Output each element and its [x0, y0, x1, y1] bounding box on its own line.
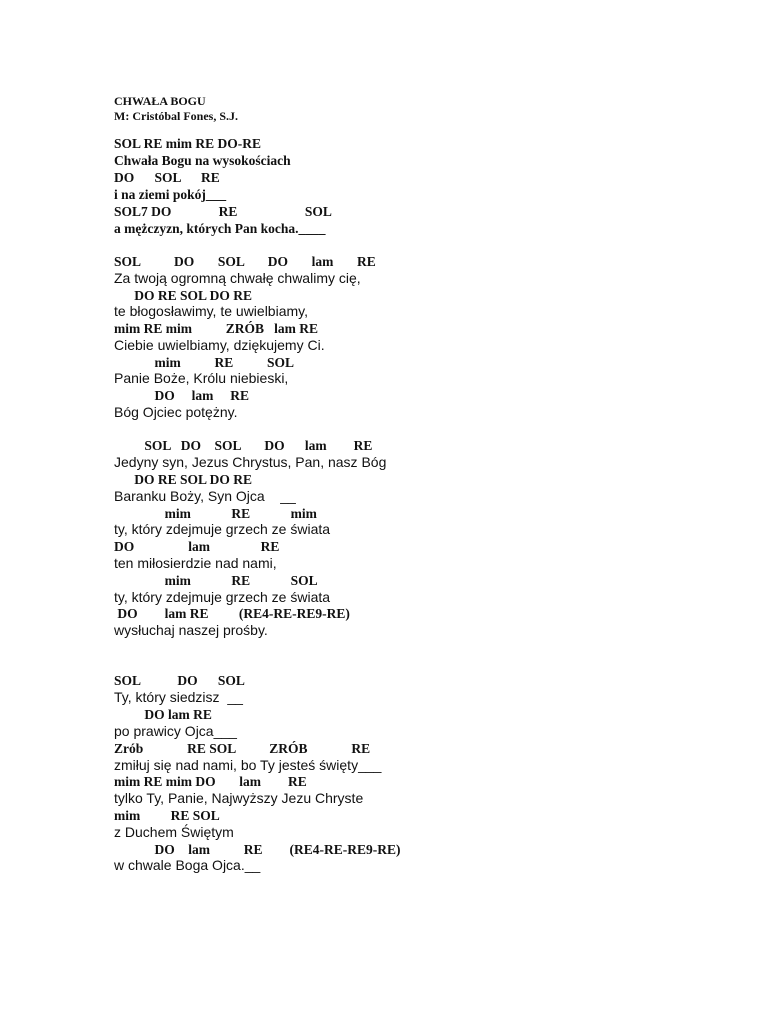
lyric-line: z Duchem Świętym: [114, 824, 234, 840]
lyric-line: Chwała Bogu na wysokościach: [114, 153, 291, 168]
lyric-line: ty, który zdejmuje grzech ze świata: [114, 521, 331, 537]
lyric-line: ty, który zdejmuje grzech ze świata: [114, 589, 331, 605]
lyric-line: Ty, który siedzisz __: [114, 689, 243, 705]
chord-line: mim RE mim: [114, 506, 317, 521]
chord-line: SOL7 DO RE SOL: [114, 204, 332, 219]
lyric-line: Za twoją ogromną chwałę chwalimy cię,: [114, 270, 361, 286]
lyric-line: po prawicy Ojca___: [114, 723, 237, 739]
chord-line: DO lam RE: [114, 388, 249, 403]
lyric-line: Bóg Ojciec potężny.: [114, 404, 238, 420]
lyric-line: Baranku Boży, Syn Ojca __: [114, 488, 296, 504]
chord-line: DO SOL RE: [114, 170, 220, 185]
chord-line: mim RE SOL: [114, 573, 318, 588]
lyric-line: ten miłosierdzie nad nami,: [114, 555, 277, 571]
song-title: CHWAŁA BOGU: [114, 94, 206, 108]
lyric-line: i na ziemi pokój___: [114, 187, 227, 202]
chord-line: SOL DO SOL DO lam RE: [114, 254, 376, 269]
lyric-line: Jedyny syn, Jezus Chrystus, Pan, nasz Bóg: [114, 454, 387, 470]
lyric-line: Panie Boże, Królu niebieski,: [114, 370, 289, 386]
chord-line: SOL DO SOL: [114, 673, 245, 688]
chord-line: Zrób RE SOL ZRÓB RE: [114, 741, 371, 756]
chord-line: DO lam RE (RE4-RE-RE9-RE): [114, 842, 401, 857]
lyric-line: a mężczyzn, których Pan kocha.____: [114, 221, 326, 236]
lyric-line: tylko Ty, Panie, Najwyższy Jezu Chryste: [114, 790, 364, 806]
chord-line: SOL DO SOL DO lam RE: [114, 438, 373, 453]
chord-line: mim RE mim DO lam RE: [114, 774, 307, 789]
chord-line: DO RE SOL DO RE: [114, 288, 253, 303]
lyric-line: wysłuchaj naszej prośby.: [114, 622, 268, 638]
chord-line: DO lam RE: [114, 707, 212, 722]
chord-line: mim RE mim ZRÓB lam RE: [114, 321, 318, 336]
lyric-line: w chwale Boga Ojca.__: [114, 857, 261, 873]
chord-line: DO lam RE: [114, 539, 280, 554]
lyric-line: Ciebie uwielbiamy, dziękujemy Ci.: [114, 337, 325, 353]
chord-line: DO lam RE (RE4-RE-RE9-RE): [114, 606, 350, 621]
chord-line: mim RE SOL: [114, 355, 295, 370]
chord-line: DO RE SOL DO RE: [114, 472, 253, 487]
song-author: M: Cristóbal Fones, S.J.: [114, 109, 238, 123]
chord-line: SOL RE mim RE DO-RE: [114, 136, 262, 151]
lyric-line: zmiłuj się nad nami, bo Ty jesteś święty___: [114, 757, 382, 773]
lyric-line: te błogosławimy, te uwielbiamy,: [114, 303, 309, 319]
chord-line: mim RE SOL: [114, 808, 220, 823]
